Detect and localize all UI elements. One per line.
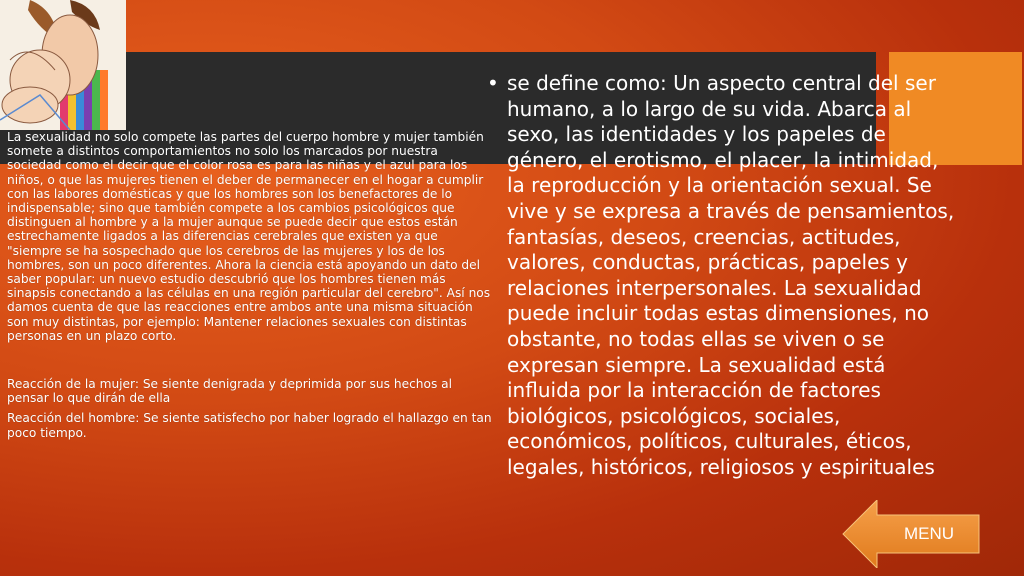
left-text-block (7, 130, 495, 440)
intro-paragraph: La sexualidad no solo compete las partes del cuerpo hombre y mujer también somete a distintos comportamientos no solo los marcados por nuestra sociedad como el decir que el color rosa es para las niñas y el azul para los niños, o que las mujeres tienen el deber de permanecer en el hogar a cumplir con las labores domésticas y que los hombres son los benefactores de lo indispensable; sino que también compete a los cambios psicológicos que distinguen al hombre y a la mujer aunque se puede decir que estos están estrechamente ligados a las diferencias cerebrales que existen ya que "siempre se ha sospechado que los cerebros de las mujeres y los de los hombres, son un poco diferentes. Ahora la ciencia está apoyando un dato del saber popular: un nuevo estudio descubrió que los hombres tienen más sinapsis conectando a las células en una región particular del cerebro". Así nos damos cuenta de que las reacciones entre ambos ante una misma situación son muy distintas, por ejemplo: Mantener relaciones sexuales con distintas personas en un plazo corto. (7, 130, 491, 343)
bullet-text: se define como: Un aspecto central del ser humano, a lo largo de su vida. Abarca al sexo, las identidades y los papeles de género, el erotismo, el placer, la intimidad, la reproducción y la orientación sexual. Se vive y se expresa a través de pensamientos, fantasías, deseos, creencias, actitudes, valores, conductas, prácticas, papeles y relaciones interpersonales. La sexualidad puede incluir todas estas dimensiones, no obstante, no todas ellas se viven o se expresan siempre. La sexualidad está influida por la interacción de factores biológicos, psicológicos, sociales, económicos, políticos, culturales, éticos, legales, históricos, religiosos y espirituales (507, 71, 955, 479)
bullet-item (487, 71, 957, 481)
bullet-marker: • (487, 71, 499, 95)
man-reaction: Reacción del hombre: Se siente satisfecho por haber logrado el hallazgo en tan poco tiempo. (7, 411, 492, 440)
drawing-illustration (0, 0, 126, 130)
bullet-list (487, 71, 957, 481)
menu-button[interactable] (841, 500, 981, 568)
woman-reaction: Reacción de la mujer: Se siente denigrada y deprimida por sus hechos al pensar lo que dirán de ella (7, 377, 453, 406)
definition-block (487, 71, 957, 481)
menu-button-label: MENU (903, 524, 955, 543)
